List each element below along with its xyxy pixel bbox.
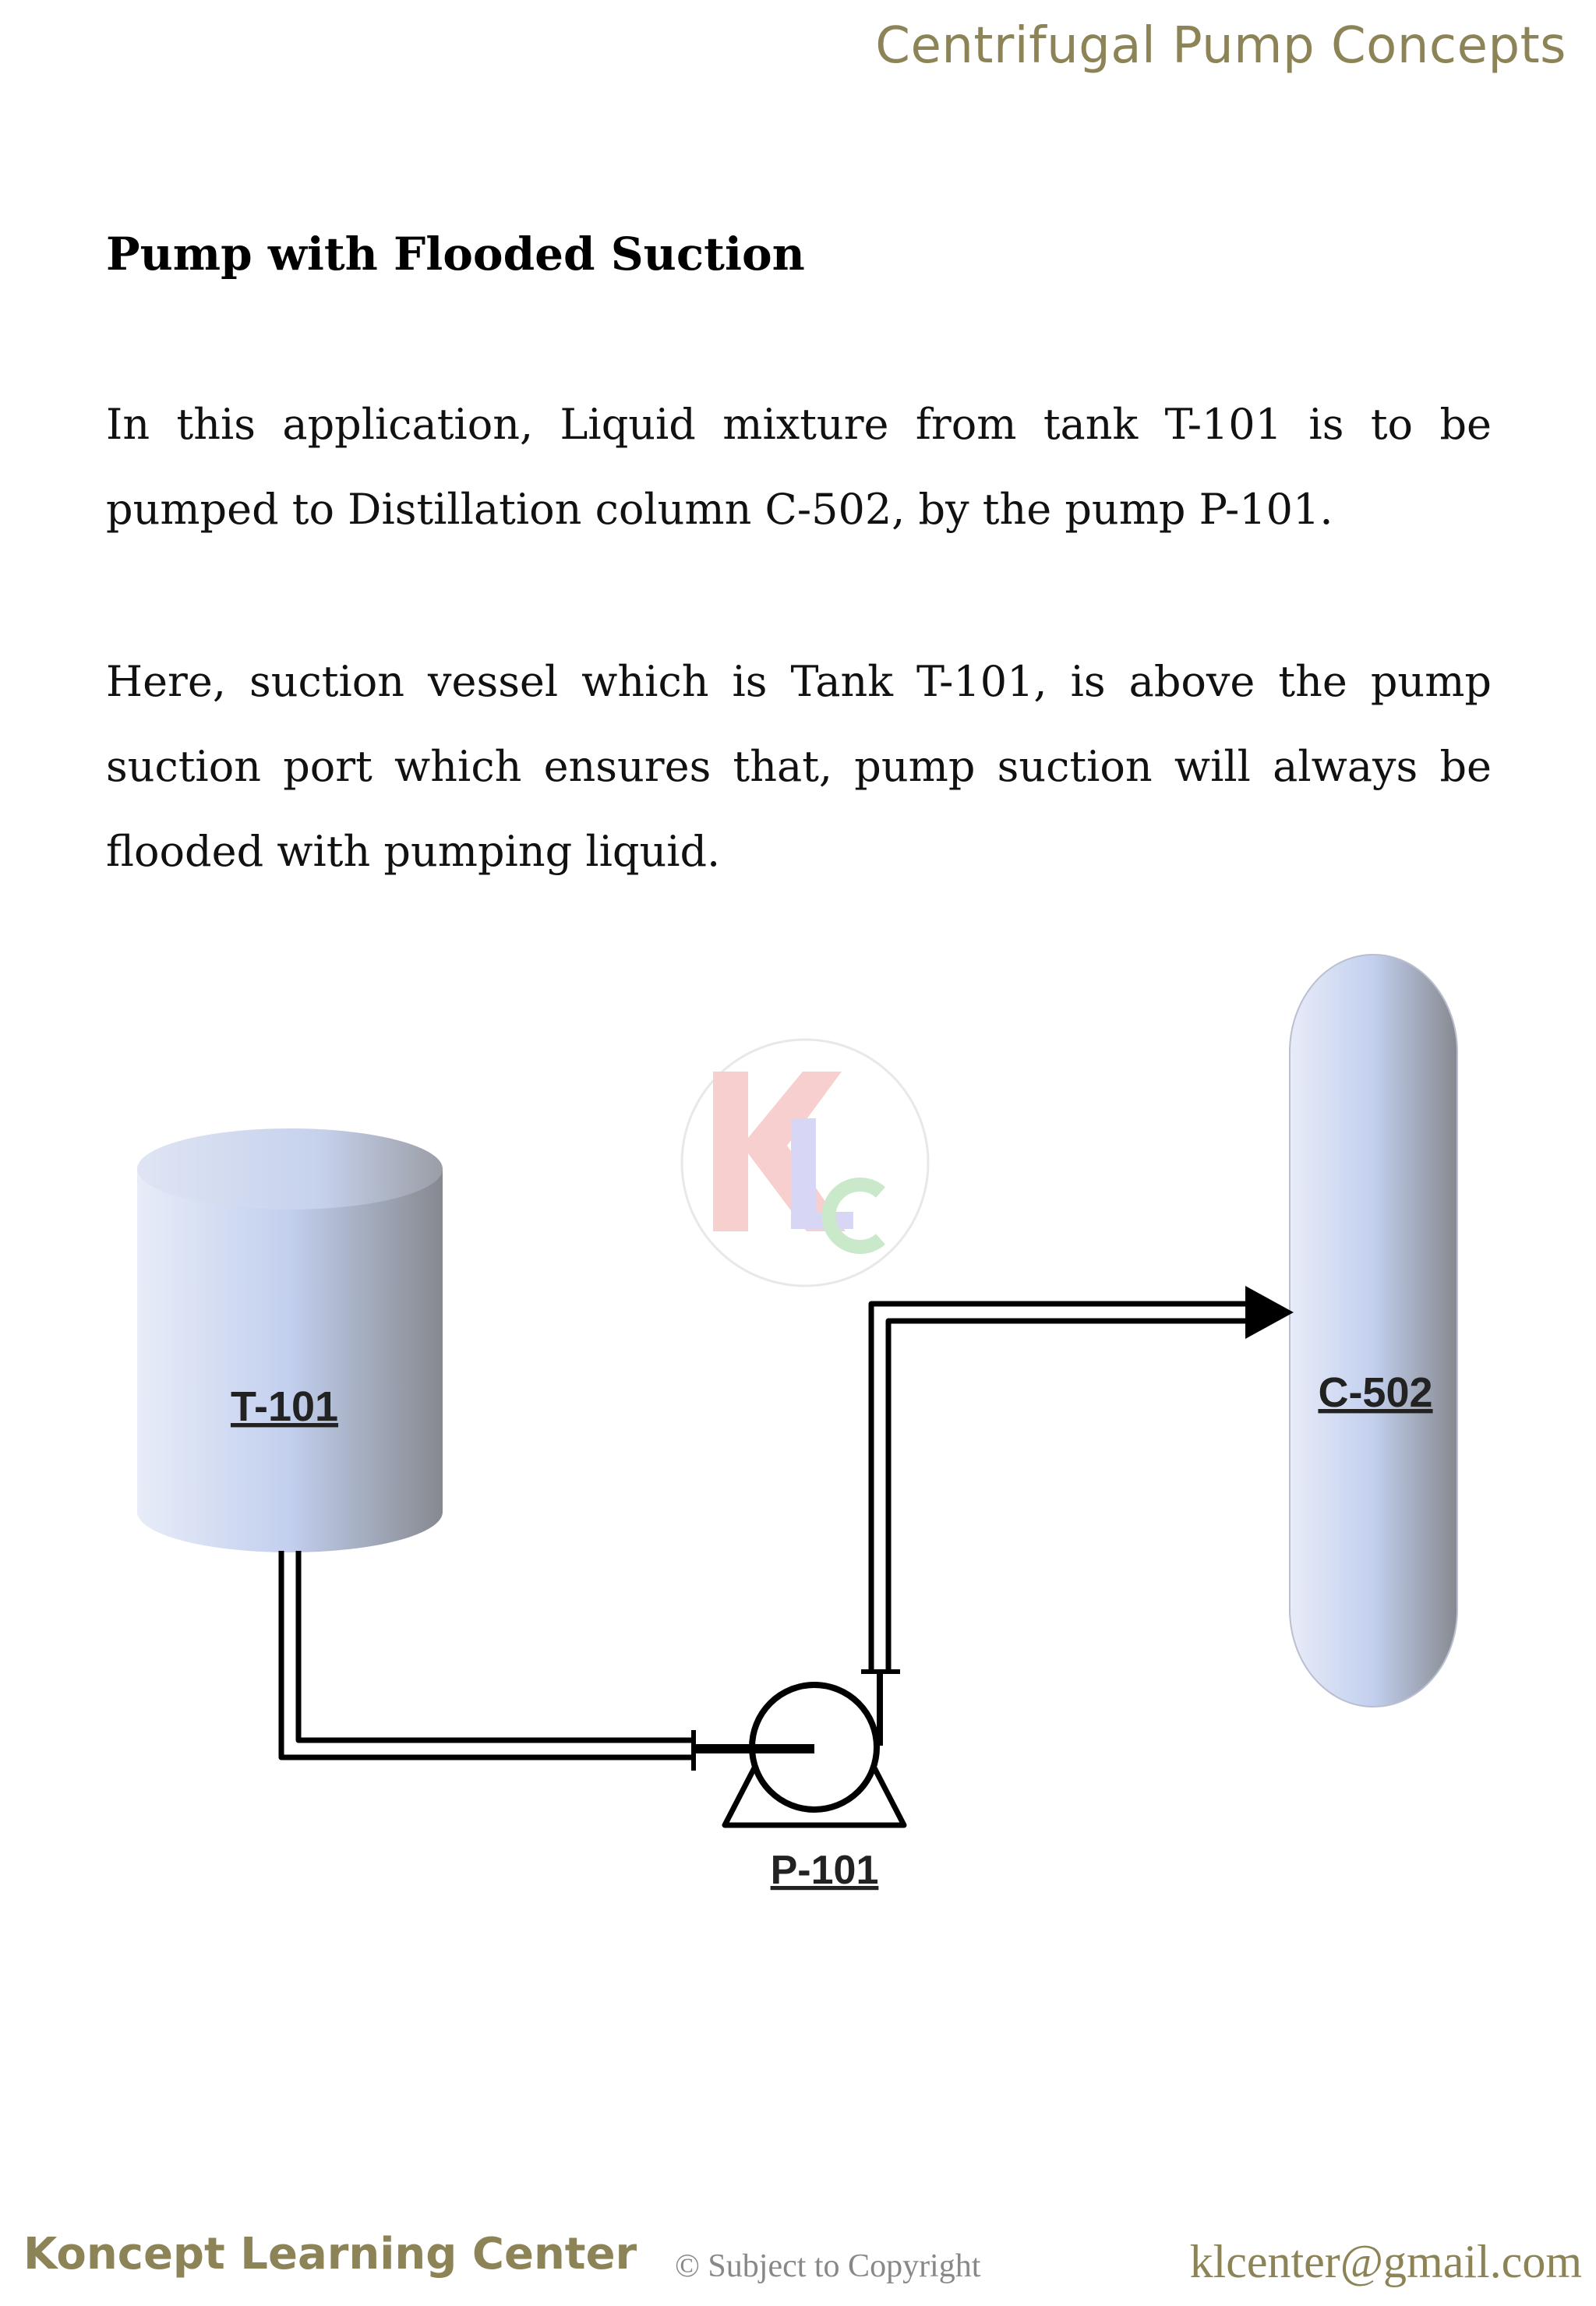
tank-label: T-101 <box>230 1383 339 1430</box>
footer-copyright: © Subject to Copyright <box>675 2248 981 2284</box>
paragraph-intro: In this application, Liquid mixture from tank T-101 is to be pumped to Distillation column C-502, by the pump P-101. <box>106 400 1492 534</box>
column-c502 <box>1290 955 1457 1707</box>
column-label: C-502 <box>1318 1369 1433 1416</box>
process-flow-diagram <box>0 920 1596 1933</box>
paragraph-flooded-suction: Here, suction vessel which is Tank T-101, is above the pump suction port which ensures that, pump suction will always be flooded with pumping liquid. <box>106 657 1492 876</box>
header-title: Centrifugal Pump Concepts <box>875 17 1566 75</box>
footer-organization: Koncept Learning Center <box>23 2229 637 2280</box>
footer-email-link[interactable]: klcenter@gmail.com <box>1189 2236 1582 2287</box>
discharge-pipe <box>871 1304 1247 1672</box>
pump-p101-icon <box>694 1672 904 1825</box>
section-heading: Pump with Flooded Suction <box>106 228 805 281</box>
flow-arrow-icon <box>1245 1286 1294 1339</box>
tank-t101 <box>137 1128 443 1552</box>
pump-label: P-101 <box>770 1848 879 1893</box>
suction-pipe <box>281 1551 694 1757</box>
klc-watermark-logo <box>682 1040 928 1286</box>
